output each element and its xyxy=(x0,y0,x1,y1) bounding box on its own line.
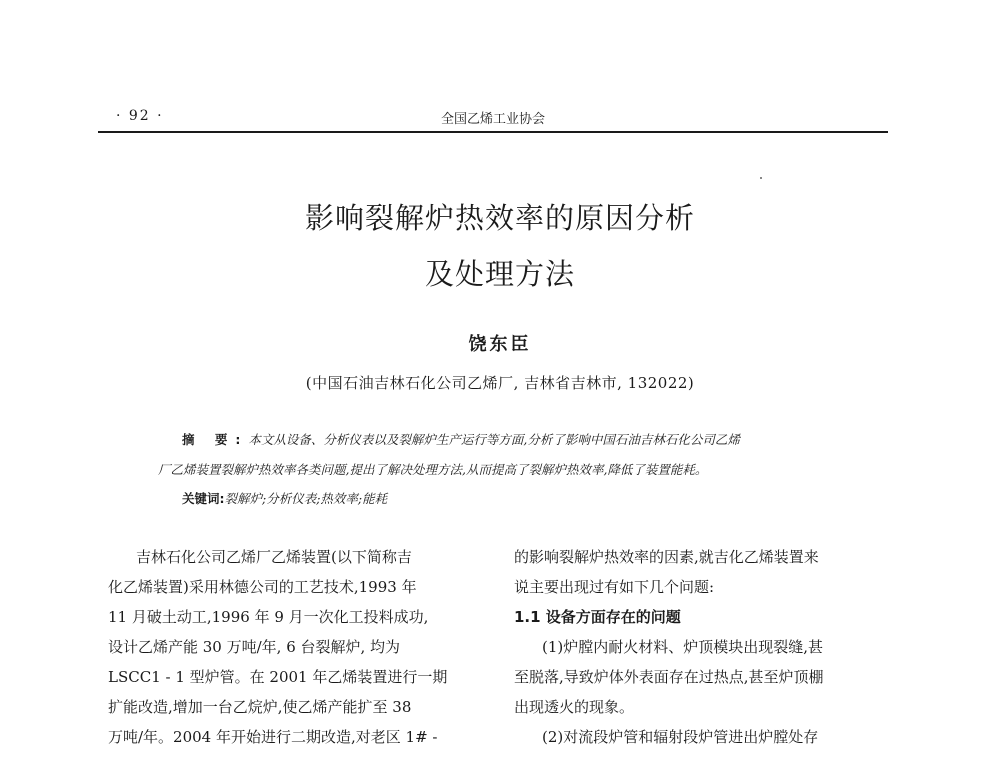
running-head xyxy=(98,106,888,130)
body-line: 万吨/年。2004 年开始进行二期改造,对老区 1# - xyxy=(108,728,438,746)
author-name: 饶东臣 xyxy=(468,334,532,355)
body-line: 说主要出现过有如下几个问题: xyxy=(514,578,715,596)
abstract-line-2: 厂乙烯装置裂解炉热效率各类问题,提出了解决处理方法,从而提高了裂解炉热效率,降低了装置能耗。 xyxy=(158,462,708,477)
paper-title-line-1: 影响裂解炉热效率的原因分析 xyxy=(304,201,695,235)
body-line: (2)对流段炉管和辐射段炉管进出炉膛处存 xyxy=(542,728,819,746)
body-line: 吉林石化公司乙烯厂乙烯装置(以下简称吉 xyxy=(136,548,412,566)
author-affiliation: (中国石油吉林石化公司乙烯厂, 吉林省吉林市, 132022) xyxy=(305,374,695,392)
scan-speck xyxy=(760,177,762,179)
body-line: 设计乙烯产能 30 万吨/年, 6 台裂解炉, 均为 xyxy=(108,638,401,656)
body-line: 出现透火的现象。 xyxy=(514,698,635,716)
abstract-line-1 xyxy=(182,430,740,448)
body-line: 至脱落,导致炉体外表面存在过热点,甚至炉顶棚 xyxy=(514,668,824,686)
abstract-label: 摘 要: xyxy=(182,432,249,447)
header-rule xyxy=(98,131,888,133)
section-heading: 1.1 设备方面存在的问题 xyxy=(514,608,681,626)
abstract-text-1: 本文从设备、分析仪表以及裂解炉生产运行等方面,分析了影响中国石油吉林石化公司乙烯 xyxy=(248,432,740,447)
body-line: 扩能改造,增加一台乙烷炉,使乙烯产能扩至 38 xyxy=(108,698,412,716)
body-line: 11 月破土动工,1996 年 9 月一次化工投料成功, xyxy=(108,608,429,626)
paper-title-line-2: 及处理方法 xyxy=(424,257,575,291)
page-number: · 92 · xyxy=(116,108,164,124)
body-line: 化乙烯装置)采用林德公司的工艺技术,1993 年 xyxy=(108,578,417,596)
keywords-label: 关键词: xyxy=(182,491,225,506)
keywords-text: 裂解炉;分析仪表;热效率;能耗 xyxy=(224,491,388,506)
body-line: LSCC1 - 1 型炉管。在 2001 年乙烯装置进行一期 xyxy=(108,668,448,686)
body-line: 的影响裂解炉热效率的因素,就吉化乙烯装置来 xyxy=(514,548,819,566)
journal-name: 全国乙烯工业协会 xyxy=(440,112,545,127)
keywords-line xyxy=(182,489,387,507)
body-line: (1)炉膛内耐火材料、炉顶模块出现裂缝,甚 xyxy=(542,638,824,656)
